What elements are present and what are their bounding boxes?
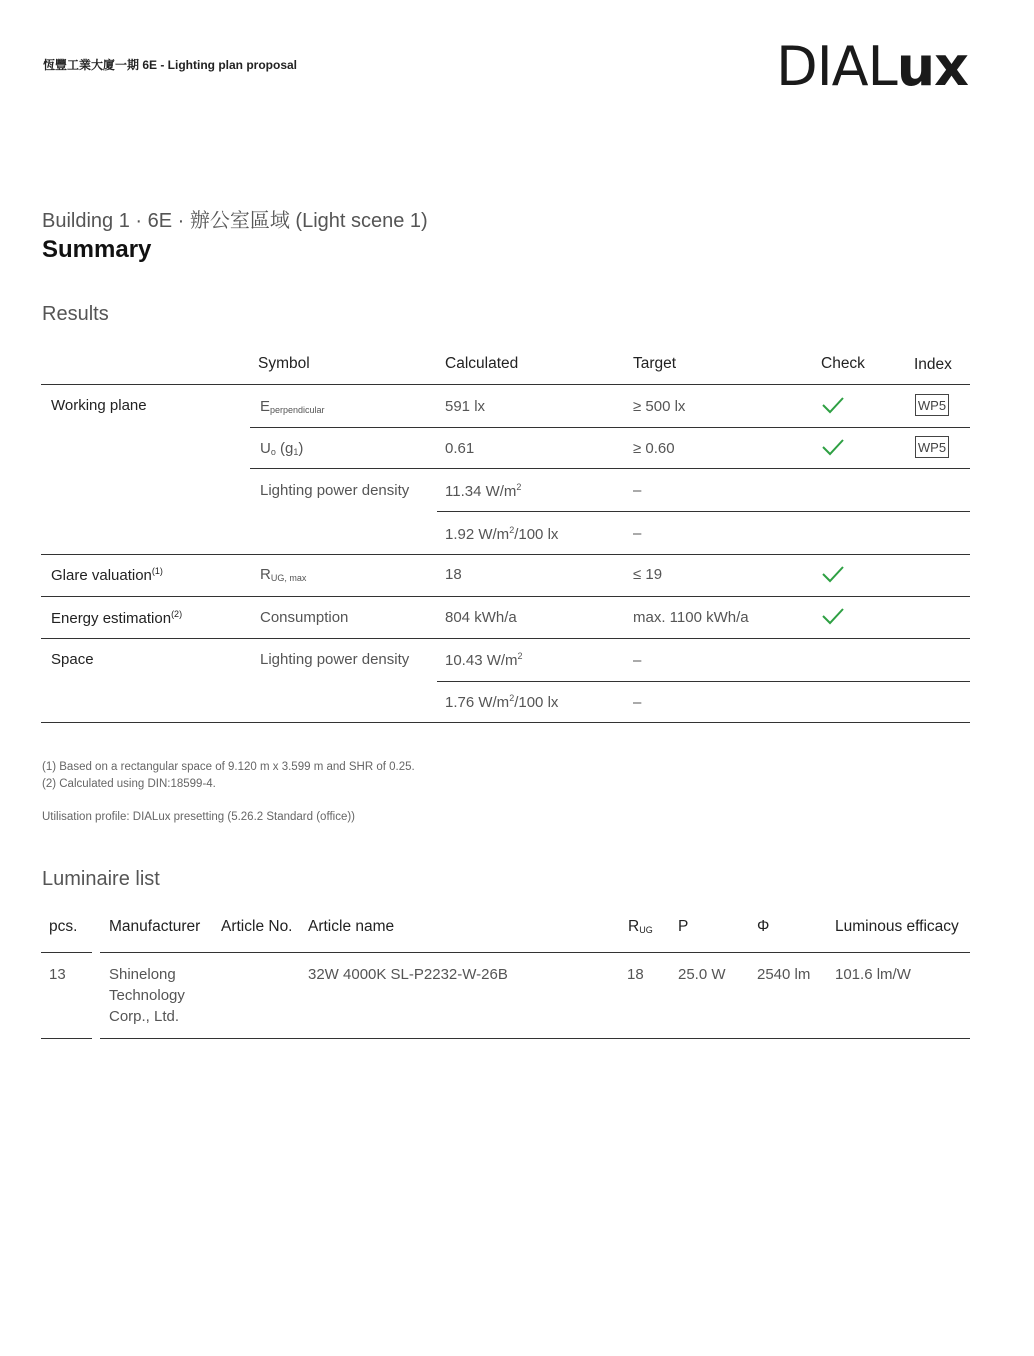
value-lpd-target: – [633, 482, 642, 499]
cell-power: 25.0 W [678, 966, 726, 983]
footnote-2: (2) Calculated using DIN:18599-4. [42, 778, 216, 790]
footnote-1: (1) Based on a rectangular space of 9.120 m x 3.599 m and SHR of 0.25. [42, 761, 415, 773]
value-uo-calculated: 0.61 [445, 440, 475, 457]
col-symbol: Symbol [258, 355, 310, 372]
symbol-space-lpd: Lighting power density [260, 651, 410, 668]
value-rug-target: ≤ 19 [633, 566, 663, 583]
rule [250, 427, 970, 428]
rule [250, 468, 970, 469]
col-manufacturer: Manufacturer [109, 918, 201, 935]
col-rug: $R_{UG}$ [628, 918, 653, 935]
rule [41, 722, 970, 723]
value-lpd-per-100lx: 1.92 $W/m^2/100$ lx [445, 525, 559, 543]
value-lpd-calculated: 11.34 $W/m^2$ [445, 482, 522, 500]
rule [437, 511, 970, 512]
page-title: Summary [42, 236, 152, 263]
cell-manufacturer-line1: Shinelong [109, 966, 176, 983]
results-heading: Results [42, 303, 109, 325]
rule [100, 952, 970, 953]
col-check: Check [821, 355, 865, 372]
rule [41, 1038, 92, 1039]
rule [41, 554, 970, 555]
col-article-name: Article name [308, 918, 395, 935]
row-label-space: Space [51, 651, 94, 668]
col-target: Target [633, 355, 677, 372]
check-icon [822, 438, 844, 456]
check-icon [822, 396, 844, 414]
rule [41, 638, 970, 639]
col-index: Index [914, 356, 952, 373]
cell-article-name: 32W 4000K SL-P2232-W-26B [308, 966, 508, 983]
rule [41, 952, 92, 953]
row-label-glare: Glare valuation$^{(1)}$ [51, 566, 163, 584]
rule [41, 384, 970, 385]
index-badge-wp5: WP5 [915, 436, 949, 458]
document-header-title: 恆豐工業大廈一期 6E - Lighting plan proposal [43, 58, 297, 72]
cell-flux: 2540 lm [757, 966, 811, 983]
row-label-energy: Energy estimation$^{(2)}$ [51, 609, 183, 627]
symbol-rug-max: $R_{UG, max}$ [260, 566, 307, 583]
value-uo-target: ≥ 0.60 [633, 440, 675, 457]
col-power: P [678, 918, 689, 935]
value-e-perp-target: ≥ 500 lx [633, 398, 686, 415]
value-e-perp-calculated: 591 lx [445, 398, 486, 415]
col-pcs: pcs. [49, 918, 78, 935]
rule [41, 596, 970, 597]
value-lpd-per-100lx-target: – [633, 525, 642, 542]
value-space-lpd: 10.43 $W/m^2$ [445, 651, 523, 669]
rule [437, 681, 970, 682]
cell-manufacturer-line2: Technology [109, 987, 185, 1004]
value-consumption-target: max. 1100 kWh/a [633, 609, 749, 626]
symbol-lighting-power-density: Lighting power density [260, 482, 410, 499]
col-calculated: Calculated [445, 355, 519, 372]
cell-manufacturer-line3: Corp., Ltd. [109, 1008, 180, 1025]
row-label-working-plane: Working plane [51, 397, 147, 414]
value-space-lpd-target: – [633, 652, 642, 669]
value-space-lpd-per-100lx-target: – [633, 694, 642, 711]
dialux-logo [776, 35, 968, 98]
symbol-uo: $U_o$ $(g_1)$ [260, 440, 304, 457]
symbol-consumption: Consumption [260, 609, 349, 626]
symbol-e-perpendicular: $E_{perpendicular}$ [260, 398, 325, 415]
col-flux: Φ [757, 918, 770, 935]
index-badge-wp5: WP5 [915, 394, 949, 416]
check-icon [822, 607, 844, 625]
value-consumption-calculated: 804 kWh/a [445, 609, 517, 626]
value-space-lpd-per-100lx: 1.76 $W/m^2/100$ lx [445, 693, 559, 711]
check-icon [822, 565, 844, 583]
cell-luminous-efficacy: 101.6 lm/W [835, 966, 911, 983]
col-luminous-efficacy: Luminous efficacy [835, 918, 959, 935]
cell-rug: 18 [627, 966, 644, 983]
col-article-no: Article No. [221, 918, 293, 935]
value-rug-calculated: 18 [445, 566, 462, 583]
utilisation-profile: Utilisation profile: DIALux presetting (5.26.2 Standard (office)) [42, 811, 355, 823]
cell-pcs: 13 [49, 966, 66, 983]
logo-text-light: DIAL [776, 35, 897, 98]
page-subtitle: Building 1 · 6E · 辦公室區域 (Light scene 1) [42, 210, 428, 232]
logo-text-bold: ux [896, 35, 968, 98]
luminaire-list-heading: Luminaire list [42, 868, 160, 890]
rule [100, 1038, 970, 1039]
